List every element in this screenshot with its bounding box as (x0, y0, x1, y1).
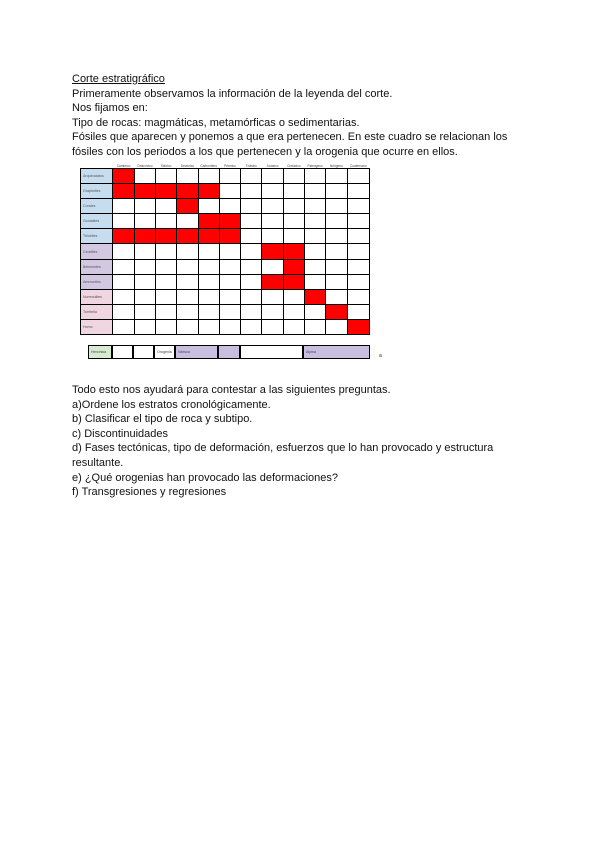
table-cell (347, 184, 369, 199)
range-cell (134, 184, 155, 199)
range-cell (156, 229, 177, 244)
intro-line: Fósiles que aparecen y ponemos a que era pertenecen. En este cuadro se relacionan los fósiles con los periodos a los que pertenecen y la orogenia que ocurre en ellos. (72, 131, 508, 158)
table-cell (134, 259, 155, 274)
range-cell (304, 289, 325, 304)
table-cell (326, 244, 347, 259)
range-cell (134, 229, 155, 244)
range-cell (283, 259, 304, 274)
table-cell (326, 274, 347, 289)
table-cell (304, 259, 325, 274)
section-title: Corte estratigráfico (72, 73, 165, 85)
table-cell (113, 199, 134, 214)
intro-line: Tipo de rocas: magmáticas, metamórficas o sedimentarias. (72, 116, 360, 129)
table-row (81, 274, 370, 289)
table-row (81, 199, 370, 214)
question-item: a)Ordene los estratos cronológicamente. (72, 398, 271, 411)
table-cell (219, 304, 240, 319)
column-header: Paleógeno (307, 164, 323, 168)
table-cell (326, 199, 347, 214)
orogeny-cell: Orogenia (154, 345, 175, 359)
table-cell (241, 229, 262, 244)
table-cell (134, 319, 155, 334)
table-cell (177, 169, 198, 184)
table-cell (241, 259, 262, 274)
table-cell (156, 259, 177, 274)
orogeny-cell: Hercínica (88, 345, 112, 359)
orogeny-cell: Varisca (175, 345, 218, 359)
table-cell (326, 319, 347, 334)
column-header: Cuaternario (349, 164, 367, 168)
row-label: Belemnites (81, 259, 113, 274)
table-cell (198, 169, 219, 184)
table-cell (113, 244, 134, 259)
table-cell (326, 289, 347, 304)
range-cell (347, 319, 369, 334)
table-cell (241, 184, 262, 199)
question-item: e) ¿Qué orogenias han provocado las deformaciones? (72, 471, 338, 484)
table-cell (347, 199, 369, 214)
table-cell (134, 169, 155, 184)
table-cell (304, 184, 325, 199)
table-row (81, 244, 370, 259)
table-cell (156, 214, 177, 229)
questions-section (72, 383, 532, 500)
table-cell (241, 199, 262, 214)
orogeny-cell (133, 345, 154, 359)
row-label: Ceratites (81, 244, 113, 259)
column-header: Silúrico (160, 164, 172, 168)
range-cell (177, 229, 198, 244)
table-cell (283, 184, 304, 199)
range-cell (198, 214, 219, 229)
table-cell (177, 244, 198, 259)
table-cell (113, 259, 134, 274)
table-cell (198, 244, 219, 259)
table-cell (326, 169, 347, 184)
table-cell (177, 304, 198, 319)
column-header: Jurásico (266, 164, 279, 168)
table-cell (198, 199, 219, 214)
table-cell (262, 289, 283, 304)
intro-line: Nos fijamos en: (72, 102, 148, 115)
orogeny-bar (88, 345, 370, 359)
range-cell (177, 199, 198, 214)
table-cell (347, 304, 369, 319)
fossil-period-table (80, 162, 370, 335)
table-cell (134, 304, 155, 319)
table-cell (156, 274, 177, 289)
row-label: Trilobites (81, 229, 113, 244)
range-cell (113, 169, 134, 184)
table-row (81, 319, 370, 334)
question-item: f) Transgresiones y regresiones (72, 486, 227, 499)
table-cell (326, 229, 347, 244)
table-cell (219, 244, 240, 259)
table-cell (347, 289, 369, 304)
table-cell (304, 319, 325, 334)
intro-line: Primeramente observamos la información de la leyenda del corte. (72, 87, 393, 100)
row-label: Turritella (81, 304, 113, 319)
table-cell (262, 169, 283, 184)
table-cell (219, 319, 240, 334)
table-cell (241, 304, 262, 319)
table-cell (177, 259, 198, 274)
range-cell (326, 304, 347, 319)
table-cell (304, 244, 325, 259)
range-cell (198, 229, 219, 244)
table-cell (304, 274, 325, 289)
table-cell (177, 289, 198, 304)
table-cell (156, 199, 177, 214)
range-cell (156, 184, 177, 199)
table-row (81, 289, 370, 304)
table-cell (262, 214, 283, 229)
table-cell (241, 244, 262, 259)
table-cell (113, 304, 134, 319)
table-cell (262, 229, 283, 244)
table-cell (241, 319, 262, 334)
table-cell (283, 214, 304, 229)
table-cell (219, 184, 240, 199)
table-cell (262, 304, 283, 319)
table-cell (134, 274, 155, 289)
table-row (81, 214, 370, 229)
question-item: b) Clasificar el tipo de roca y subtipo. (72, 413, 253, 426)
range-cell (219, 229, 240, 244)
table-cell (156, 289, 177, 304)
table-cell (113, 274, 134, 289)
table-cell (113, 289, 134, 304)
range-cell (113, 229, 134, 244)
row-label: Goniatites (81, 214, 113, 229)
question-item: d) Fases tectónicas, tipo de deformación, esfuerzos que lo han provocado y estructura resultante. (72, 442, 494, 469)
table-cell (283, 199, 304, 214)
table-cell (283, 169, 304, 184)
table-row (81, 259, 370, 274)
table-cell (113, 319, 134, 334)
table-cell (177, 214, 198, 229)
range-cell (262, 274, 283, 289)
table-cell (304, 229, 325, 244)
table-cell (326, 184, 347, 199)
range-cell (283, 244, 304, 259)
column-header: Cámbrico (116, 164, 131, 168)
table-cell (198, 289, 219, 304)
column-header: Ordovícico (137, 164, 153, 168)
orogeny-cell: Alpina (303, 345, 370, 359)
table-cell (304, 199, 325, 214)
range-cell (198, 184, 219, 199)
intro-section (72, 72, 532, 160)
table-cell (134, 244, 155, 259)
range-cell (283, 274, 304, 289)
table-cell (283, 319, 304, 334)
table-row (81, 169, 370, 184)
table-cell (304, 304, 325, 319)
table-row (81, 304, 370, 319)
table-cell (134, 289, 155, 304)
table-row (81, 229, 370, 244)
column-header: Devónico (180, 164, 195, 168)
table-cell (219, 199, 240, 214)
table-cell (304, 169, 325, 184)
table-cell (241, 274, 262, 289)
table-cell (198, 259, 219, 274)
table-cell (177, 274, 198, 289)
table-cell (283, 289, 304, 304)
questions-intro: Todo esto nos ayudará para contestar a las siguientes preguntas. (72, 384, 391, 396)
row-label: Ammonites (81, 274, 113, 289)
table-cell (156, 169, 177, 184)
range-cell (177, 184, 198, 199)
column-header: Carbonífero (200, 164, 218, 168)
table-cell (283, 304, 304, 319)
table-cell (262, 319, 283, 334)
table-cell (262, 259, 283, 274)
row-label: Corales (81, 199, 113, 214)
table-cell (283, 229, 304, 244)
table-cell (134, 199, 155, 214)
table-cell (347, 229, 369, 244)
table-cell (326, 259, 347, 274)
table-cell (198, 304, 219, 319)
table-cell (262, 199, 283, 214)
table-cell (219, 274, 240, 289)
range-cell (113, 184, 134, 199)
table-cell (219, 169, 240, 184)
table-cell (262, 184, 283, 199)
table-cell (156, 319, 177, 334)
table-cell (156, 244, 177, 259)
orogeny-cell (240, 345, 303, 359)
table-cell (347, 169, 369, 184)
orogeny-cell (218, 345, 240, 359)
column-header: Pérmico (224, 164, 236, 168)
table-cell (241, 214, 262, 229)
row-label: Arqueociatos (81, 169, 113, 184)
table-mark: a (379, 353, 382, 359)
row-label: Graptolites (81, 184, 113, 199)
table-cell (347, 214, 369, 229)
range-cell (219, 214, 240, 229)
row-label: Nummulites (81, 289, 113, 304)
table-cell (347, 274, 369, 289)
table-cell (347, 244, 369, 259)
table-cell (219, 289, 240, 304)
column-header: Triásico (245, 164, 257, 168)
table-cell (219, 259, 240, 274)
table-cell (134, 214, 155, 229)
column-header: Neógeno (329, 164, 343, 168)
table-row (81, 184, 370, 199)
table-cell (241, 289, 262, 304)
column-header: Cretácico (287, 164, 301, 168)
table-cell (177, 319, 198, 334)
orogeny-cell (112, 345, 133, 359)
table-cell (347, 259, 369, 274)
table-cell (326, 214, 347, 229)
table-cell (304, 214, 325, 229)
table-cell (156, 304, 177, 319)
table-cell (198, 319, 219, 334)
table-cell (241, 169, 262, 184)
table-cell (113, 214, 134, 229)
row-label: Homo (81, 319, 113, 334)
question-item: c) Discontinuidades (72, 427, 168, 440)
range-cell (262, 244, 283, 259)
table-cell (198, 274, 219, 289)
